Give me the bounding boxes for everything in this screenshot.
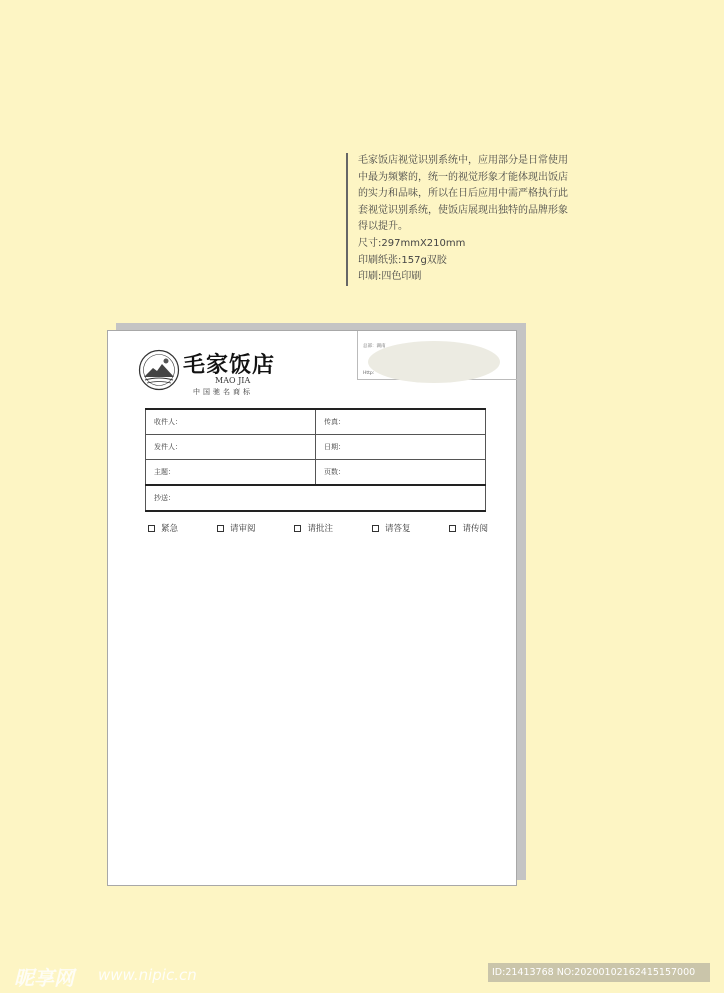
checkbox-icon[interactable]	[148, 525, 155, 532]
checkbox-label: 请批注	[307, 524, 333, 534]
description-line: 毛家饭店视觉识别系统中，应用部分是日常使用	[358, 155, 568, 166]
cc-field[interactable]	[145, 486, 486, 510]
description-line: 套视觉识别系统，使饭店展现出独特的品牌形象	[358, 204, 568, 216]
checkbox-label: 紧急	[161, 524, 179, 534]
checkbox-icon[interactable]	[449, 525, 456, 532]
logo-subtitle: 中国驰名商标	[193, 388, 253, 396]
subject-field[interactable]	[145, 460, 315, 484]
fax-field[interactable]	[315, 410, 486, 434]
watermark-brand: 昵享网	[14, 966, 74, 990]
checkbox-review[interactable]	[217, 522, 256, 534]
date-field[interactable]	[315, 435, 486, 459]
print-spec: 印刷:四色印刷	[358, 271, 422, 283]
checkbox-icon[interactable]	[217, 525, 224, 532]
address-line: 总部：湖南	[363, 344, 386, 349]
address-url: Http:	[363, 371, 375, 376]
fax-label: 传真：	[324, 418, 345, 426]
checkbox-circulate[interactable]	[449, 522, 488, 534]
subject-label: 主题：	[154, 468, 175, 476]
recipient-field[interactable]	[145, 410, 315, 434]
watermark-url: www.nipic.cn	[98, 966, 197, 984]
logo-chinese-name: 毛家饭店	[183, 352, 276, 378]
size-spec: 尺寸:297mmX210mm	[358, 237, 466, 249]
date-label: 日期：	[324, 443, 345, 451]
checkbox-reply[interactable]	[372, 522, 411, 534]
recipient-label: 收件人：	[154, 418, 182, 426]
checkbox-icon[interactable]	[294, 525, 301, 532]
checkbox-label: 请传阅	[462, 524, 488, 534]
checkbox-label: 请审阅	[229, 524, 256, 534]
pages-field[interactable]	[315, 460, 486, 484]
description-line: 中最为频繁的，统一的视觉形象才能体现出饭店	[358, 171, 568, 183]
description-line: 得以提升。	[358, 221, 408, 233]
description-line: 的实力和品味，所以在日后应用中需严格执行此	[358, 188, 568, 200]
logo-emblem-icon	[138, 349, 180, 391]
checkbox-urgent[interactable]	[148, 522, 178, 534]
logo-english-name: MAO JIA	[215, 376, 251, 385]
sender-field[interactable]	[145, 435, 315, 459]
cc-label: 抄送：	[154, 494, 175, 502]
description-block	[346, 153, 590, 286]
checkbox-label: 请答复	[384, 524, 411, 534]
address-block	[357, 331, 517, 380]
checkbox-group	[148, 522, 488, 534]
fax-form	[145, 408, 486, 512]
pages-label: 页数：	[324, 468, 345, 476]
checkbox-comment[interactable]	[294, 522, 333, 534]
watermark-id: ID:21413768 NO:20200102162415157000	[488, 963, 710, 982]
checkbox-icon[interactable]	[372, 525, 379, 532]
address-blur	[368, 341, 500, 383]
sender-label: 发件人：	[154, 443, 182, 451]
paper-spec: 印刷纸张:157g双胶	[358, 254, 447, 266]
fax-sheet	[107, 330, 517, 886]
